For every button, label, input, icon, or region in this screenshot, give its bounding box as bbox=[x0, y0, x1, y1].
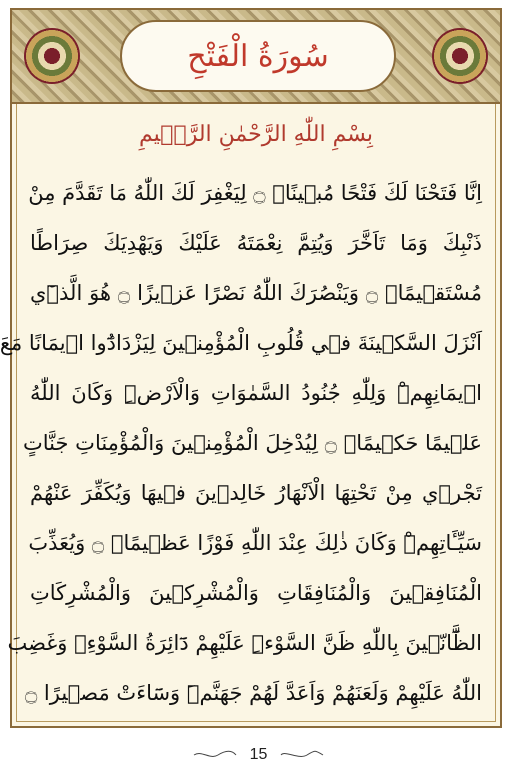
verse-line: الظَّٓانّ۪ينَ بِاللّٰهِ ظَنَّ السَّوْءِۜ عَلَيْهِمْ دَٓائِرَةُ السَّوْءِۚ وَغَضِبَ bbox=[7, 631, 482, 655]
verse-line: اَنْزَلَ السَّك۪ينَةَ ف۪ي قُلُوبِ الْمُؤْمِن۪ينَ لِيَزْدَادُٓوا ا۪يمَانًا مَعَ bbox=[0, 331, 482, 355]
verse-line: مُسْتَق۪يمًاۙ ۝ وَيَنْصُرَكَ اللّٰهُ نَصْرًا عَز۪يزًا ۝ هُوَ الَّذ۪ٓي bbox=[30, 281, 482, 305]
surah-header-band bbox=[12, 10, 500, 104]
verse-line: ا۪يمَانِهِمْۜ وَلِلّٰهِ جُنُودُ السَّمٰوَاتِ وَالْاَرْضِۜ وَكَانَ اللّٰهُ bbox=[30, 381, 482, 405]
page-number: 15 bbox=[249, 746, 268, 763]
footer-scroll-ornament-icon bbox=[192, 750, 238, 760]
verse-line: عَل۪يمًا حَك۪يمًاۙ ۝ لِيُدْخِلَ الْمُؤْمِن۪ينَ وَالْمُؤْمِنَاتِ جَنَّاتٍ bbox=[23, 431, 482, 455]
footer-scroll-ornament-icon bbox=[279, 750, 325, 760]
verse-line: الْمُنَافِق۪ينَ وَالْمُنَافِقَاتِ وَالْمُشْرِك۪ينَ وَالْمُشْرِكَاتِ bbox=[30, 581, 482, 605]
surah-title-cartouche bbox=[120, 20, 396, 92]
verse-line: اللّٰهُ عَلَيْهِمْ وَلَعَنَهُمْ وَاَعَدَّ لَهُمْ جَهَنَّمَۜ وَسَٓاءَتْ مَص۪يرًا ۝ bbox=[24, 681, 482, 705]
verse-text-area bbox=[0, 170, 482, 718]
basmala: بِسْمِ اللّٰهِ الرَّحْمٰنِ الرَّح۪يمِ bbox=[139, 122, 373, 147]
surah-title: سُورَةُ الْفَتْحِ bbox=[187, 38, 329, 74]
verse-line: ذَنْبِكَ وَمَا تَاَخَّرَ وَيُتِمَّ نِعْمَتَهُ عَلَيْكَ وَيَهْدِيَكَ صِرَاطًا bbox=[30, 231, 482, 255]
verse-line: تَجْر۪ي مِنْ تَحْتِهَا الْاَنْهَارُ خَالِد۪ينَ ف۪يهَا وَيُكَفِّرَ عَنْهُمْ bbox=[30, 481, 482, 505]
rosette-ornament-icon bbox=[432, 28, 488, 84]
verse-line: اِنَّا فَتَحْنَا لَكَ فَتْحًا مُب۪ينًاۙ ۝ لِيَغْفِرَ لَكَ اللّٰهُ مَا تَقَدَّمَ مِنْ bbox=[28, 181, 482, 205]
page-footer bbox=[0, 740, 517, 770]
rosette-ornament-icon bbox=[24, 28, 80, 84]
page-frame bbox=[0, 8, 502, 728]
verse-line: سَيِّـَٔاتِهِمْۜ وَكَانَ ذٰلِكَ عِنْدَ اللّٰهِ فَوْزًا عَظ۪يمًاۙ ۝ وَيُعَذِّبَ bbox=[28, 531, 482, 555]
